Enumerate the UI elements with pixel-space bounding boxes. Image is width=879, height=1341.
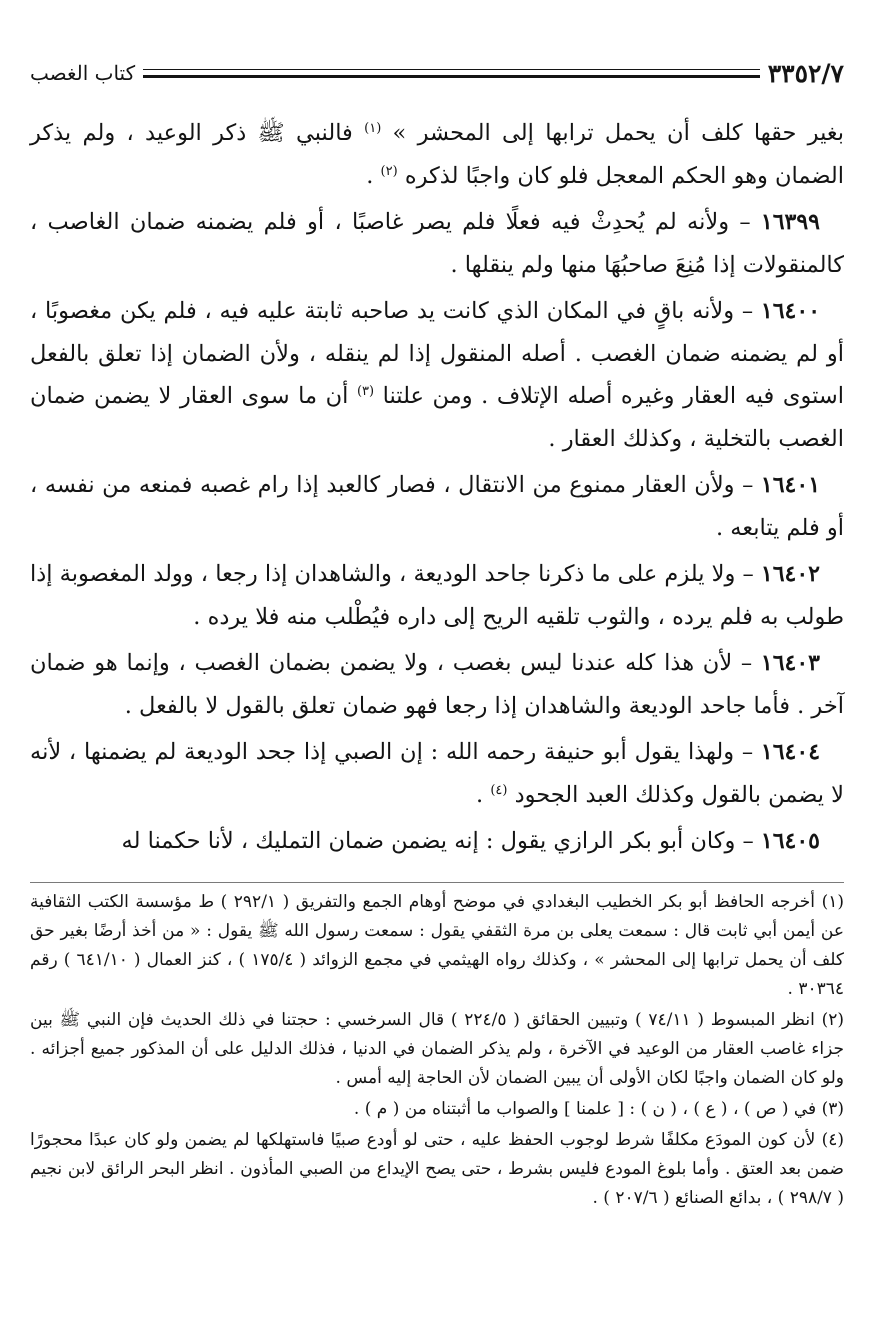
header-rule bbox=[143, 69, 760, 78]
page-number: ٣٣٥٢/٧ bbox=[767, 58, 844, 88]
paragraph-text: – لأن هذا كله عندنا ليس بغصب ، ولا يضمن بضمان الغصب ، وإنما هو ضمان آخر . فأما جاحد الوديعة والشاهدان إذا رجعا فهو ضمان تعلق بالقول لا بالفعل . bbox=[30, 650, 844, 719]
footnote: (٢) انظر المبسوط ( ٧٤/١١ ) وتبيين الحقائق ( ٢٢٤/٥ ) قال السرخسي : حجتنا في ذلك الحديث فإن النبي ﷺ بين جزاء غاصب العقار من الوعيد في الآخرة ، ولم يذكر الضمان في الدنيا ، فذلك الدليل على أن المذكور جميع أجزائه . ولو كان الضمان واجبًا لكان الأولى أن يبين الضمان لأن الحاجة إليه أمس . bbox=[30, 1010, 844, 1088]
paragraph-text: – ولأنه لم يُحدِثْ فيه فعلًا فلم يصر غاصبًا ، أو فلم يضمنه ضمان الغاصب ، كالمنقولات إذا مُنِعَ صاحبُهَا منها ولم ينقلها . bbox=[30, 209, 844, 278]
paragraph bbox=[30, 201, 844, 286]
paragraph-number: ١٦٤٠٤ bbox=[760, 739, 821, 765]
page-header bbox=[30, 56, 844, 90]
footnote-ref: (١) bbox=[364, 121, 382, 136]
paragraph bbox=[30, 820, 844, 863]
footnote: (٣) في ( ص ) ، ( ع ) ، ( ن ) : [ علمنا ] والصواب ما أثبتناه من ( م ) . bbox=[353, 1099, 844, 1119]
footnote: (٤) لأن كون المودَع مكلفًا شرط لوجوب الحفظ عليه ، حتى لو أودع صبيًا فاستهلكها لم يضمن ولو كان عبدًا محجورًا ضمن بعد العتق . وأما بلوغ المودع فليس بشرط ، حتى يصح الإيداع من الصبي المأذون . انظر البحر الرائق لابن نجيم ( ٢٩٨/٧ ) ، بدائع الصنائع ( ٢٠٧/٦ ) . bbox=[30, 1130, 844, 1208]
paragraph bbox=[30, 642, 844, 727]
footnotes bbox=[30, 888, 844, 1215]
book-title: كتاب الغصب bbox=[30, 61, 136, 85]
footnote-ref: (٣) bbox=[356, 384, 375, 399]
footnote: (١) أخرجه الحافظ أبو بكر الخطيب البغدادي في موضح أوهام الجمع والتفريق ( ٢٩٢/١ ) ط مؤسسة الكتب الثقافية عن أيمن أبي ثابت قال : سمعت يعلى بن مرة الثقفي يقول : سمعت رسول الله ﷺ يقول : « من أخذ أرضًا بغير حق كلف أن يحمل ترابها إلى المحشر » ، وكذلك رواه الهيثمي في مجمع الزوائد ( ١٧٥/٤ ) ، كنز العمال ( ٦٤١/١٠ ) رقم ٣٠٣٦٤ . bbox=[30, 892, 844, 999]
paragraph-number: ١٦٤٠٢ bbox=[760, 561, 820, 587]
paragraph bbox=[30, 553, 844, 638]
paragraph-text: – ولأنه باقٍ في المكان الذي كانت يد صاحبه ثابتة عليه فيه ، فلم يكن مغصوبًا ، أو لم يضمنه ضمان الغصب . أصله المنقول إذا لم ينقله ، ولأن الضمان إذا تعلق بالفعل استوى فيه العقار وغيره أصله الإتلاف . ومن علتنا $^{(٣)}$ أن ما سوى العقار لا يضمن ضمان الغصب بالتخلية ، وكذلك العقار . bbox=[30, 298, 845, 452]
paragraph bbox=[30, 464, 844, 549]
main-text bbox=[30, 112, 844, 867]
footnote-ref: (٢) bbox=[380, 163, 398, 179]
paragraph-number: ١٦٤٠١ bbox=[760, 472, 821, 498]
footnote-ref: (٤) bbox=[490, 782, 508, 798]
footnote-divider bbox=[30, 882, 844, 883]
paragraph-text: بغير حقها كلف أن يحمل ترابها إلى المحشر » $^{(١)}$ فالنبي ﷺ ذكر الوعيد ، ولم يذكر الضمان وهو الحكم المعجل فلو كان واجبًا لذكره $^{(٢)}$ . bbox=[30, 120, 845, 189]
paragraph-text: – ولهذا يقول أبو حنيفة رحمه الله : إن الصبي إذا جحد الوديعة لم يضمنها ، لأنه لا يضمن بالقول وكذلك العبد الجحود $^{(٤)}$ . bbox=[30, 739, 844, 808]
paragraph-text: – وكان أبو بكر الرازي يقول : إنه يضمن ضمان التمليك ، لأنا حكمنا له bbox=[121, 828, 754, 854]
paragraph bbox=[30, 731, 844, 816]
paragraph-number: ١٦٤٠٥ bbox=[760, 828, 820, 854]
paragraph-number: ١٦٤٠٣ bbox=[760, 650, 820, 676]
paragraph bbox=[30, 112, 844, 197]
paragraph-text: – ولا يلزم على ما ذكرنا جاحد الوديعة ، والشاهدان إذا رجعا ، وولد المغصوبة إذا طولب به فلم يرده ، والثوب تلقيه الريح إلى داره فيُطْلب منه فلا يرده . bbox=[30, 561, 844, 630]
paragraph bbox=[30, 290, 844, 460]
paragraph-text: – ولأن العقار ممنوع من الانتقال ، فصار كالعبد إذا رام غصبه فمنعه من نفسه ، أو فلم يتابعه . bbox=[30, 472, 844, 541]
paragraph-number: ١٦٣٩٩ bbox=[760, 209, 820, 235]
paragraph-number: ١٦٤٠٠ bbox=[760, 298, 821, 324]
